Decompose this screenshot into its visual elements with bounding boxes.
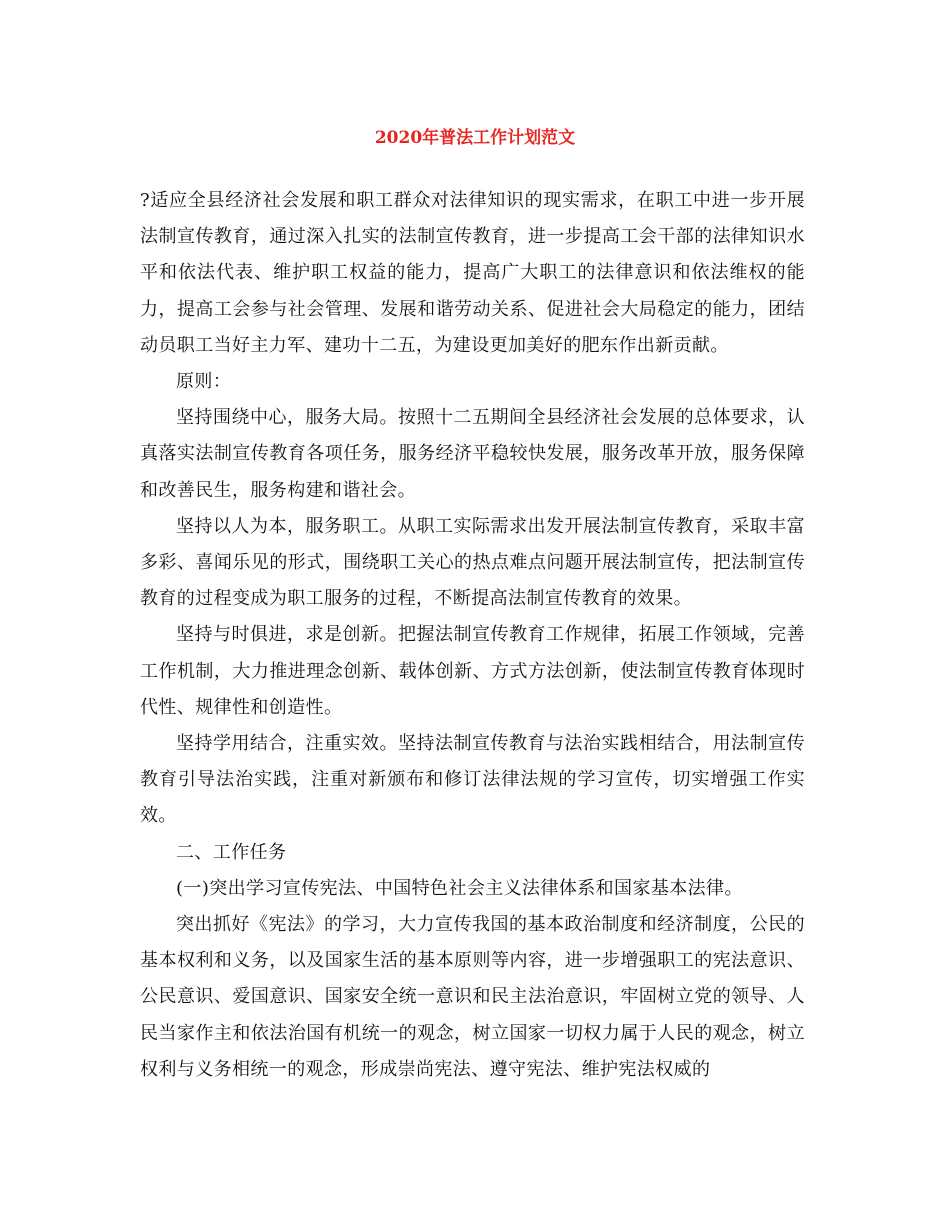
subsection-heading-1: (一)突出学习宣传宪法、中国特色社会主义法律体系和国家基本法律。 [176,877,743,899]
paragraph-intro: ?适应全县经济社会发展和职工群众对法律知识的现实需求，在职工中进一步开展法制宣传教育，通过深入扎实的法制宣传教育，进一步提高工会干部的法律知识水平和依法代表、维护职工权益的能力，提高广大职工的法律意识和依法维权的能力，提高工会参与社会管理、发展和谐劳动关系、促进社会大局稳定的能力，团结动员职工当好主力军、建功十二五，为建设更加美好的肥东作出新贡献。 [140,190,805,356]
paragraph-principle-4: 坚持学用结合，注重实效。坚持法制宣传教育与法治实践相结合，用法制宣传教育引导法治实践，注重对新颁布和修订法律法规的学习宣传，切实增强工作实效。 [140,733,805,827]
paragraph-principles-heading: 原则： [176,371,232,393]
paragraph-principle-2: 坚持以人为本，服务职工。从职工实际需求出发开展法制宣传教育，采取丰富多彩、喜闻乐见的形式，围绕职工关心的热点难点问题开展法制宣传，把法制宣传教育的过程变成为职工服务的过程，不断提高法制宣传教育的效果。 [140,515,805,610]
document-title: 2020年普法工作计划范文 [374,128,576,148]
paragraph-constitution: 突出抓好《宪法》的学习，大力宣传我国的基本政治制度和经济制度，公民的基本权利和义务，以及国家生活的基本原则等内容，进一步增强职工的宪法意识、公民意识、爱国意识、国家安全统一意识和民主法治意识，牢固树立党的领导、人民当家作主和依法治国有机统一的观念，树立国家一切权力属于人民的观念，树立权利与义务相统一的观念，形成崇尚宪法、遵守宪法、维护宪法权威的 [140,914,805,1080]
paragraph-principle-3: 坚持与时俱进，求是创新。把握法制宣传教育工作规律，拓展工作领域，完善工作机制，大力推进理念创新、载体创新、方式方法创新，使法制宣传教育体现时代性、规律性和创造性。 [140,624,805,718]
section-heading-tasks: 二、工作任务 [176,841,287,863]
paragraph-principle-1: 坚持围绕中心，服务大局。按照十二五期间全县经济社会发展的总体要求，认真落实法制宣传教育各项任务，服务经济平稳较快发展，服务改革开放，服务保障和改善民生，服务构建和谐社会。 [140,407,805,501]
document-body [140,183,805,1088]
